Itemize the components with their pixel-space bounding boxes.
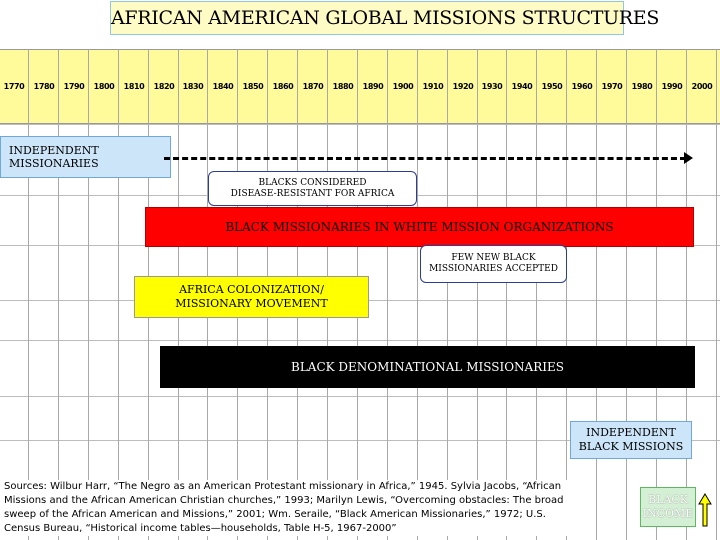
grid-vline [566, 49, 567, 540]
grid-vline [447, 49, 448, 540]
year-label: 1950 [541, 82, 563, 91]
grid-hline [0, 124, 720, 125]
year-label: 1850 [242, 82, 264, 91]
year-label: 1940 [511, 82, 533, 91]
year-label: 1910 [422, 82, 444, 91]
grid-vline [596, 49, 597, 540]
grid-vline [656, 49, 657, 540]
year-label: 1930 [481, 82, 503, 91]
year-label: 1770 [3, 82, 25, 91]
arrowhead-icon [684, 152, 693, 164]
grid-vline [626, 49, 627, 540]
black-income-box [640, 487, 696, 527]
up-arrow-icon [698, 493, 712, 527]
few-new-missionaries-callout [420, 245, 567, 283]
independent-missionaries-line1: INDEPENDENT [9, 144, 99, 157]
disease-resistant-callout [208, 171, 417, 206]
dashed-continuation-line [164, 157, 686, 160]
grid-vline [88, 49, 89, 540]
year-label: 1880 [332, 82, 354, 91]
grid-vline [686, 49, 687, 540]
year-label: 1820 [153, 82, 175, 91]
year-label: 1870 [302, 82, 324, 91]
year-label: 1790 [63, 82, 85, 91]
colonization-movement-box [134, 276, 369, 318]
year-label: 1860 [272, 82, 294, 91]
grid-vline [118, 49, 119, 540]
white-mission-organizations-bar: BLACK MISSIONARIES IN WHITE MISSION ORGANIZATIONS [145, 207, 694, 247]
grid-vline [28, 49, 29, 540]
grid-vline [477, 49, 478, 540]
year-label: 1810 [123, 82, 145, 91]
grid-hline [0, 340, 720, 341]
independent-missionaries-box [0, 136, 171, 178]
disease-resistant-line1: BLACKS CONSIDERED [258, 177, 367, 188]
diagram-title: AFRICAN AMERICAN GLOBAL MISSIONS STRUCTURES [110, 1, 624, 35]
year-label: 1920 [452, 82, 474, 91]
year-label: 1800 [93, 82, 115, 91]
disease-resistant-line2: DISEASE-RESISTANT FOR AFRICA [230, 188, 395, 199]
few-new-line2: MISSIONARIES ACCEPTED [429, 264, 558, 274]
independent-black-line2: BLACK MISSIONS [578, 440, 684, 453]
year-label: 1900 [392, 82, 414, 91]
black-income-line2: INCOME [642, 507, 694, 520]
year-label: 1890 [362, 82, 384, 91]
year-label: 1830 [182, 82, 204, 91]
year-label: 2000 [691, 82, 713, 91]
colonization-line2: MISSIONARY MOVEMENT [175, 297, 328, 310]
independent-missionaries-line2: MISSIONARIES [9, 157, 99, 170]
few-new-line1: FEW NEW BLACK [451, 253, 536, 263]
grid-vline [716, 49, 717, 540]
sources-text: Sources: Wilbur Harr, “The Negro as an American Protestant missionary in Africa,” 1945. Sylvia Jacobs, “African Missions and the African American Christian churches,” 1993; Marilyn Lewis, “Overcoming obstacles: The broad sweep of the African American and Missions,” 2001; Wm. Seraile, “Black American Missionaries,” 1972; U.S. Census Bureau, “Historical income tables—households, Table H-5, 1967-2000” [4, 480, 579, 536]
grid-vline [506, 49, 507, 540]
denominational-missionaries-bar: BLACK DENOMINATIONAL MISSIONARIES [160, 346, 695, 388]
independent-black-missions-box [570, 421, 692, 459]
year-label: 1840 [212, 82, 234, 91]
black-income-line1: BLACK [648, 493, 688, 506]
year-label: 1980 [631, 82, 653, 91]
grid-vline [417, 49, 418, 540]
year-label: 1970 [601, 82, 623, 91]
independent-black-line1: INDEPENDENT [586, 426, 676, 439]
year-label: 1990 [661, 82, 683, 91]
grid-hline [0, 396, 720, 397]
year-label: 1960 [571, 82, 593, 91]
colonization-line1: AFRICA COLONIZATION/ [179, 283, 324, 296]
grid-vline [387, 49, 388, 540]
year-label: 1780 [33, 82, 55, 91]
grid-vline [58, 49, 59, 540]
grid-vline [536, 49, 537, 540]
